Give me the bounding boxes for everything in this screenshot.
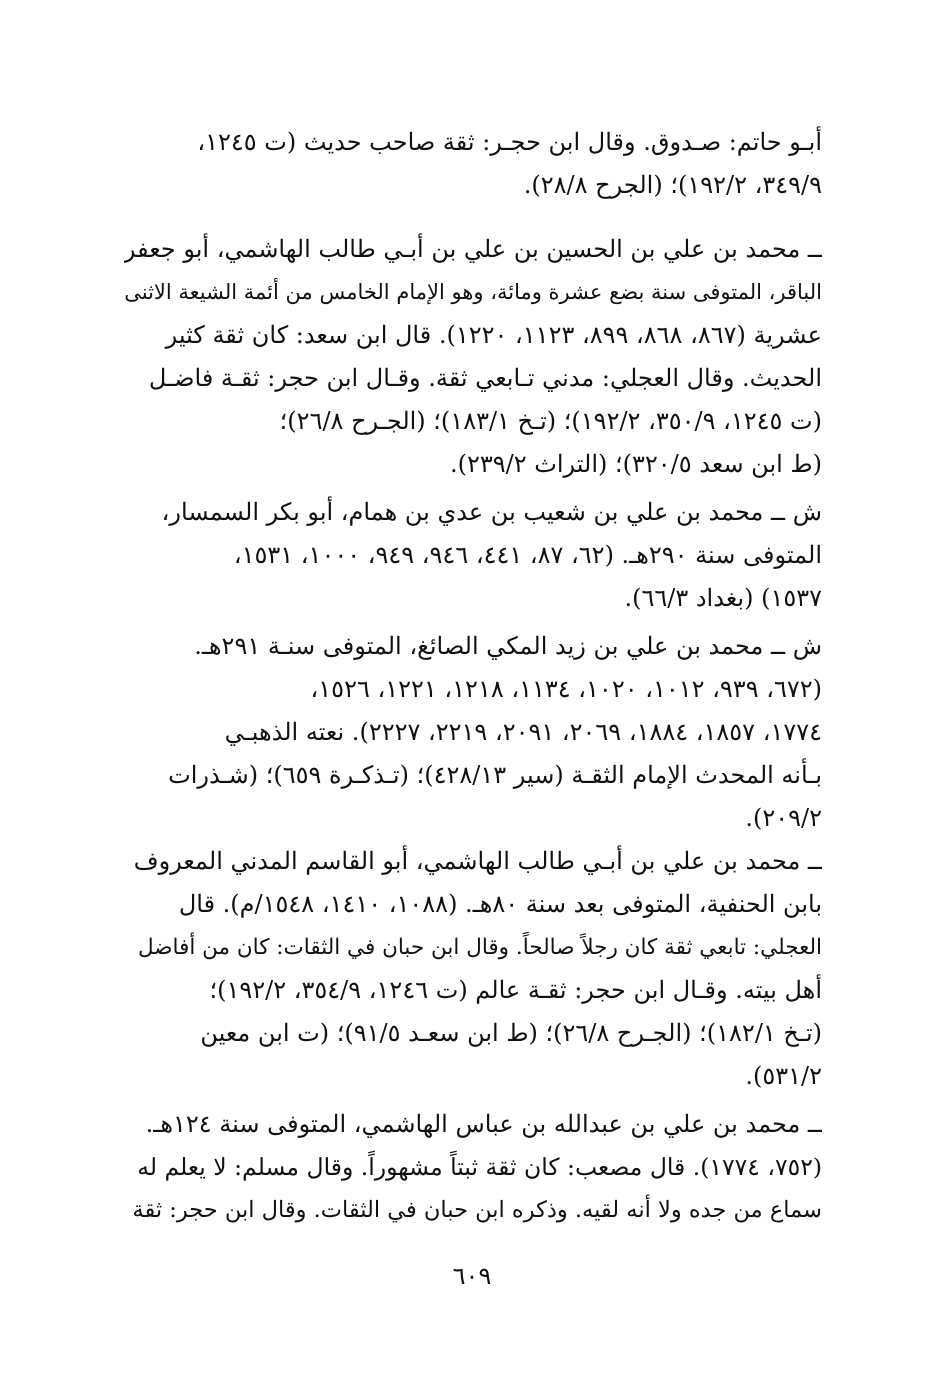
entry-line: العجلي: تابعي ثقة كان رجلاً صالحاً. وقال ابن حبان في الثقات: كان من أفاضل <box>138 935 822 960</box>
entry-line: أبـو حاتم: صـدوق. وقال ابن حجـر: ثقة صاحب حديث (ت ١٢٤٥، <box>197 128 822 156</box>
entry-line: (٦٧٢، ٩٣٩، ١٠١٢، ١٠٢٠، ١١٣٤، ١٢١٨، ١٢٢١، ١٥٢٦، <box>310 675 822 703</box>
biography-entry-3 <box>124 491 822 620</box>
entry-line: ٢٠٩/٢). <box>745 804 822 832</box>
entry-line: بـأنه المحدث الإمام الثقـة (سير ٤٢٨/١٣)؛ (تـذكـرة ٦٥٩)؛ (شـذرات <box>168 761 822 789</box>
entry-line: (ت ١٢٤٥، ٣٥٠/٩، ١٩٢/٢)؛ (تـخ ١٨٣/١)؛ (الجـرح ٢٦/٨)؛ <box>279 407 822 435</box>
entry-line: ــ محمد بن علي بن الحسين بن علي بن أبـي طالب الهاشمي، أبو جعفر <box>124 235 822 263</box>
entry-line: (تـخ ١٨٢/١)؛ (الجـرح ٢٦/٨)؛ (ط ابن سعـد ٩١/٥)؛ (ت ابن معين <box>200 1019 822 1047</box>
entry-line: المتوفى سنة ٢٩٠هـ. (٦٢، ٨٧، ٤٤١، ٩٤٦، ٩٤٩، ١٠٠٠، ١٥٣١، <box>233 541 822 569</box>
entry-line: ش ــ محمد بن علي بن زيد المكي الصائغ، المتوفى سنـة ٢٩١هـ. <box>194 632 822 660</box>
entry-line: (ط ابن سعد ٣٢٠/٥)؛ (التراث ٢٣٩/٢). <box>449 450 822 478</box>
entry-line: (٧٥٢، ١٧٧٤). قال مصعب: كان ثقة ثبتاً مشهوراً. وقال مسلم: لا يعلم له <box>137 1153 822 1181</box>
entry-line: الباقر، المتوفى سنة بضع عشرة ومائة، وهو الإمام الخامس من أئمة الشيعة الاثنى <box>124 280 822 304</box>
biography-entry-1 <box>124 121 822 207</box>
page-number: ٦٠٩ <box>452 1262 492 1290</box>
entry-line: عشرية (٨٦٧، ٨٦٨، ٨٩٩، ١١٢٣، ١٢٢٠). قال ابن سعد: كان ثقة كثير <box>165 321 822 349</box>
entry-line: الحديث. وقال العجلي: مدني تـابعي ثقة. وقـال ابن حجر: ثقـة فاضـل <box>148 364 822 392</box>
entry-line: ــ محمد بن علي بن عبدالله بن عباس الهاشمي، المتوفى سنة ١٢٤هـ. <box>145 1110 822 1138</box>
entry-line: ١٥٣٧) (بغداد ٦٦/٣). <box>624 584 822 612</box>
entry-line: ٣٤٩/٩، ١٩٢/٢)؛ (الجرح ٢٨/٨). <box>523 171 822 199</box>
entry-line: بابن الحنفية، المتوفى بعد سنة ٨٠هـ. (١٠٨٨، ١٤١٠، ١٥٤٨/م). قال <box>178 890 822 918</box>
entry-line: ١٧٧٤، ١٨٥٧، ١٨٨٤، ٢٠٦٩، ٢٠٩١، ٢٢١٩، ٢٢٢٧). نعته الذهبـي <box>224 718 822 746</box>
biography-entry-2 <box>124 228 822 486</box>
biography-entry-6 <box>124 1103 822 1232</box>
entry-line: ش ــ محمد بن علي بن شعيب بن عدي بن همام، أبو بكر السمسار، <box>161 498 822 526</box>
biography-entry-5 <box>124 840 822 1098</box>
entry-line: ٥٣١/٢). <box>745 1062 822 1090</box>
biography-entry-4 <box>124 625 822 840</box>
entry-line: سماع من جده ولا أنه لقيه. وذكره ابن حبان في الثقات. وقال ابن حجر: ثقة <box>132 1197 822 1223</box>
entry-line: ــ محمد بن علي بن أبـي طالب الهاشمي، أبو القاسم المدني المعروف <box>133 847 822 875</box>
entry-line: أهل بيته. وقـال ابن حجر: ثقـة عالم (ت ١٢٤٦، ٣٥٤/٩، ١٩٢/٢)؛ <box>209 976 822 1004</box>
